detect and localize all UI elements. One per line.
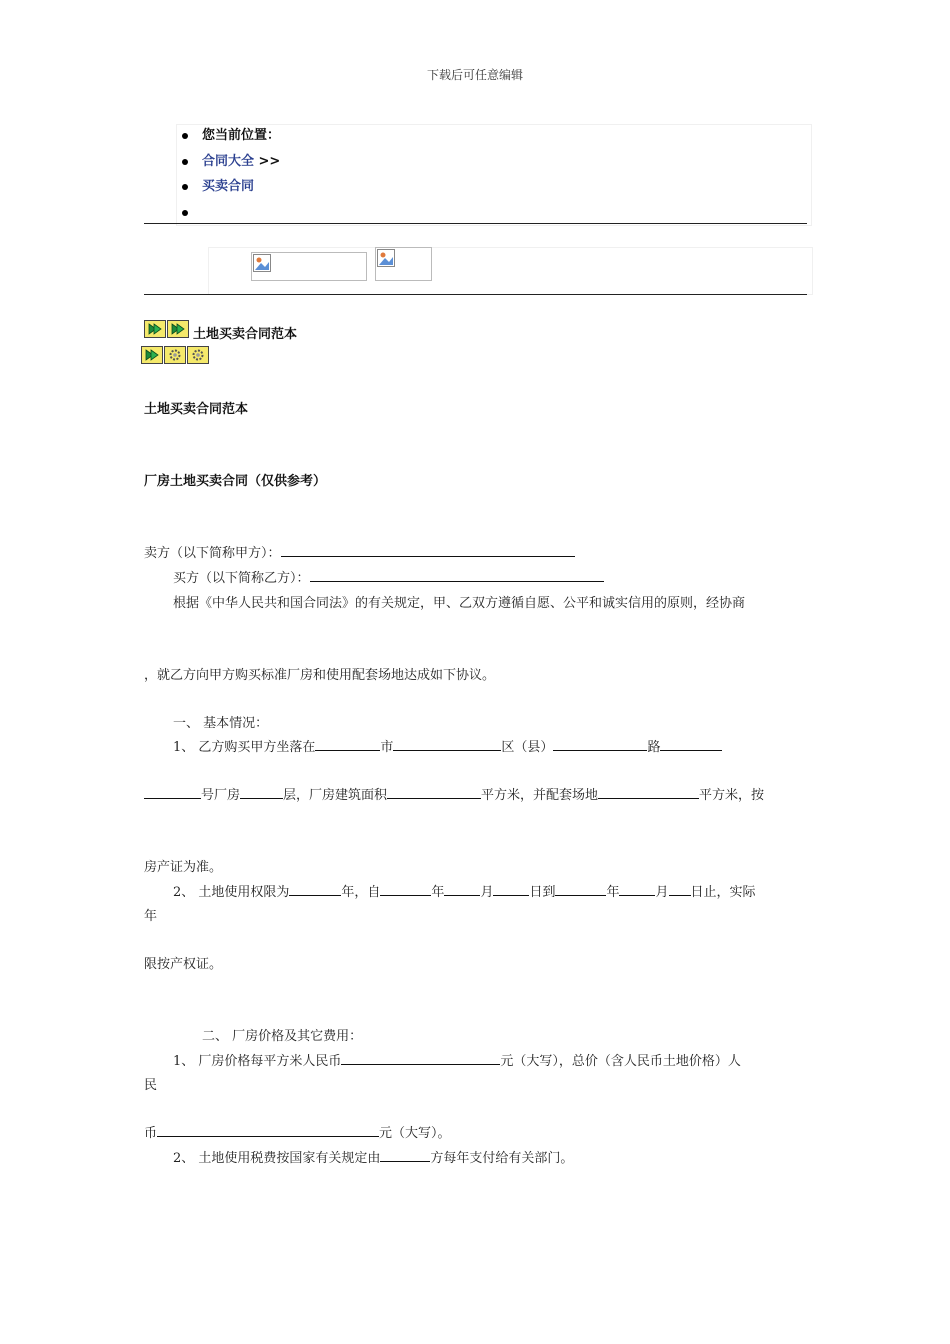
text-segment: 平方米，按 [699, 788, 765, 803]
bullet-icon [182, 210, 188, 216]
blank-field [289, 883, 341, 896]
buyer-label: 买方（以下简称乙方）： [173, 571, 310, 586]
text-segment: 1、 厂房价格每平方米人民币 [173, 1054, 342, 1069]
broken-image[interactable] [251, 252, 367, 281]
blank-field [660, 738, 722, 751]
text-segment: 年 [431, 885, 445, 900]
toolbar-row-1 [144, 320, 190, 338]
blank-field [669, 883, 691, 896]
text-segment: 月 [655, 885, 669, 900]
gear-icon [167, 348, 183, 362]
blank-field [444, 883, 480, 896]
breadcrumb-item[interactable] [182, 153, 280, 179]
gear-icon [190, 348, 206, 362]
section-2-item-1-line-2: 民 [144, 1078, 158, 1093]
text-segment: 路 [647, 740, 661, 755]
blank-field [157, 1124, 379, 1137]
blank-field [619, 883, 655, 896]
breadcrumb-label: 您当前位置： [202, 128, 281, 143]
bullet-icon [182, 184, 188, 190]
section-1-item-1-line-3: 房产证为准。 [144, 860, 223, 875]
blank-field [240, 786, 283, 799]
blank-field [315, 738, 380, 751]
broken-image-icon [377, 249, 395, 267]
toolbar-title: 土地买卖合同范本 [193, 327, 298, 342]
text-segment: 元（大写）。 [379, 1126, 451, 1141]
blank-field [553, 738, 647, 751]
seller-line [144, 542, 575, 561]
text-segment: 年 [606, 885, 620, 900]
text-segment: 区（县） [501, 740, 554, 755]
section-2-item-1-line-3 [144, 1122, 451, 1141]
green-arrow-button[interactable] [167, 320, 189, 338]
breadcrumb-item [182, 204, 280, 230]
breadcrumb-item [182, 127, 280, 153]
section-1-item-1-line-2 [144, 784, 764, 803]
text-segment: 1、 乙方购买甲方坐落在 [173, 740, 316, 755]
divider [144, 223, 807, 224]
blank-field [555, 883, 606, 896]
blank-field [144, 786, 201, 799]
breadcrumb [182, 127, 280, 229]
text-segment: 2、 土地使用权限为 [173, 885, 290, 900]
text-segment: 日到 [529, 885, 556, 900]
green-arrow-button[interactable] [144, 320, 166, 338]
blank-field [387, 786, 481, 799]
section-1-title: 一、 基本情况： [173, 716, 269, 731]
blank-field [598, 786, 699, 799]
section-1-item-2-line-1 [173, 881, 756, 900]
page-header-note: 下载后可任意编辑 [426, 68, 523, 82]
blank-field [380, 1149, 430, 1162]
document-subtitle: 厂房土地买卖合同（仅供参考） [144, 474, 327, 489]
breadcrumb-item[interactable] [182, 178, 280, 204]
blank-field [493, 883, 529, 896]
section-2-item-2 [173, 1147, 573, 1166]
text-segment: 方每年支付给有关部门。 [430, 1151, 574, 1166]
blank-field [380, 883, 431, 896]
bullet-icon [182, 133, 188, 139]
document-title: 土地买卖合同范本 [144, 402, 249, 417]
section-1-item-2-line-2: 年 [144, 909, 158, 924]
blank-field [393, 738, 501, 751]
toolbar-row-2 [141, 346, 210, 364]
text-segment: 币 [144, 1126, 158, 1141]
text-segment: 2、 土地使用税费按国家有关规定由 [173, 1151, 381, 1166]
divider [144, 294, 807, 295]
section-1-item-2-line-3: 限按产权证。 [144, 957, 223, 972]
text-segment: 月 [480, 885, 494, 900]
bullet-icon [182, 159, 188, 165]
seller-blank [281, 544, 575, 557]
breadcrumb-link-contracts[interactable]: 合同大全 [202, 153, 255, 169]
section-1-item-1-line-1 [173, 736, 722, 755]
breadcrumb-separator: >> [254, 153, 281, 169]
green-arrow-icon [144, 348, 160, 362]
section-2-item-1-line-1 [173, 1050, 741, 1069]
buyer-line [173, 567, 604, 586]
section-2-title: 二、 厂房价格及其它费用： [202, 1029, 363, 1044]
blank-field [341, 1052, 500, 1065]
buyer-blank [310, 569, 604, 582]
intro-line-1: 根据《中华人民共和国合同法》的有关规定，甲、乙双方遵循自愿、公平和诚实信用的原则，经协商 [173, 596, 746, 611]
green-arrow-button[interactable] [141, 346, 163, 364]
broken-image-icon [253, 254, 271, 272]
breadcrumb-link-sales-contracts[interactable]: 买卖合同 [202, 179, 255, 194]
text-segment: 平方米，并配套场地 [481, 788, 599, 803]
settings-button[interactable] [164, 346, 186, 364]
broken-image[interactable] [375, 247, 432, 281]
text-segment: 号厂房 [201, 788, 241, 803]
intro-line-2: ，就乙方向甲方购买标准厂房和使用配套场地达成如下协议。 [144, 668, 496, 683]
green-arrow-icon [170, 322, 186, 336]
green-arrow-icon [147, 322, 163, 336]
text-segment: 市 [380, 740, 394, 755]
text-segment: 元（大写），总价（含人民币土地价格）人 [500, 1054, 741, 1069]
text-segment: 日止，实际 [690, 885, 756, 900]
text-segment: 层，厂房建筑面积 [283, 788, 388, 803]
seller-label: 卖方（以下简称甲方）： [144, 546, 281, 561]
settings-button[interactable] [187, 346, 209, 364]
text-segment: 年，自 [341, 885, 381, 900]
